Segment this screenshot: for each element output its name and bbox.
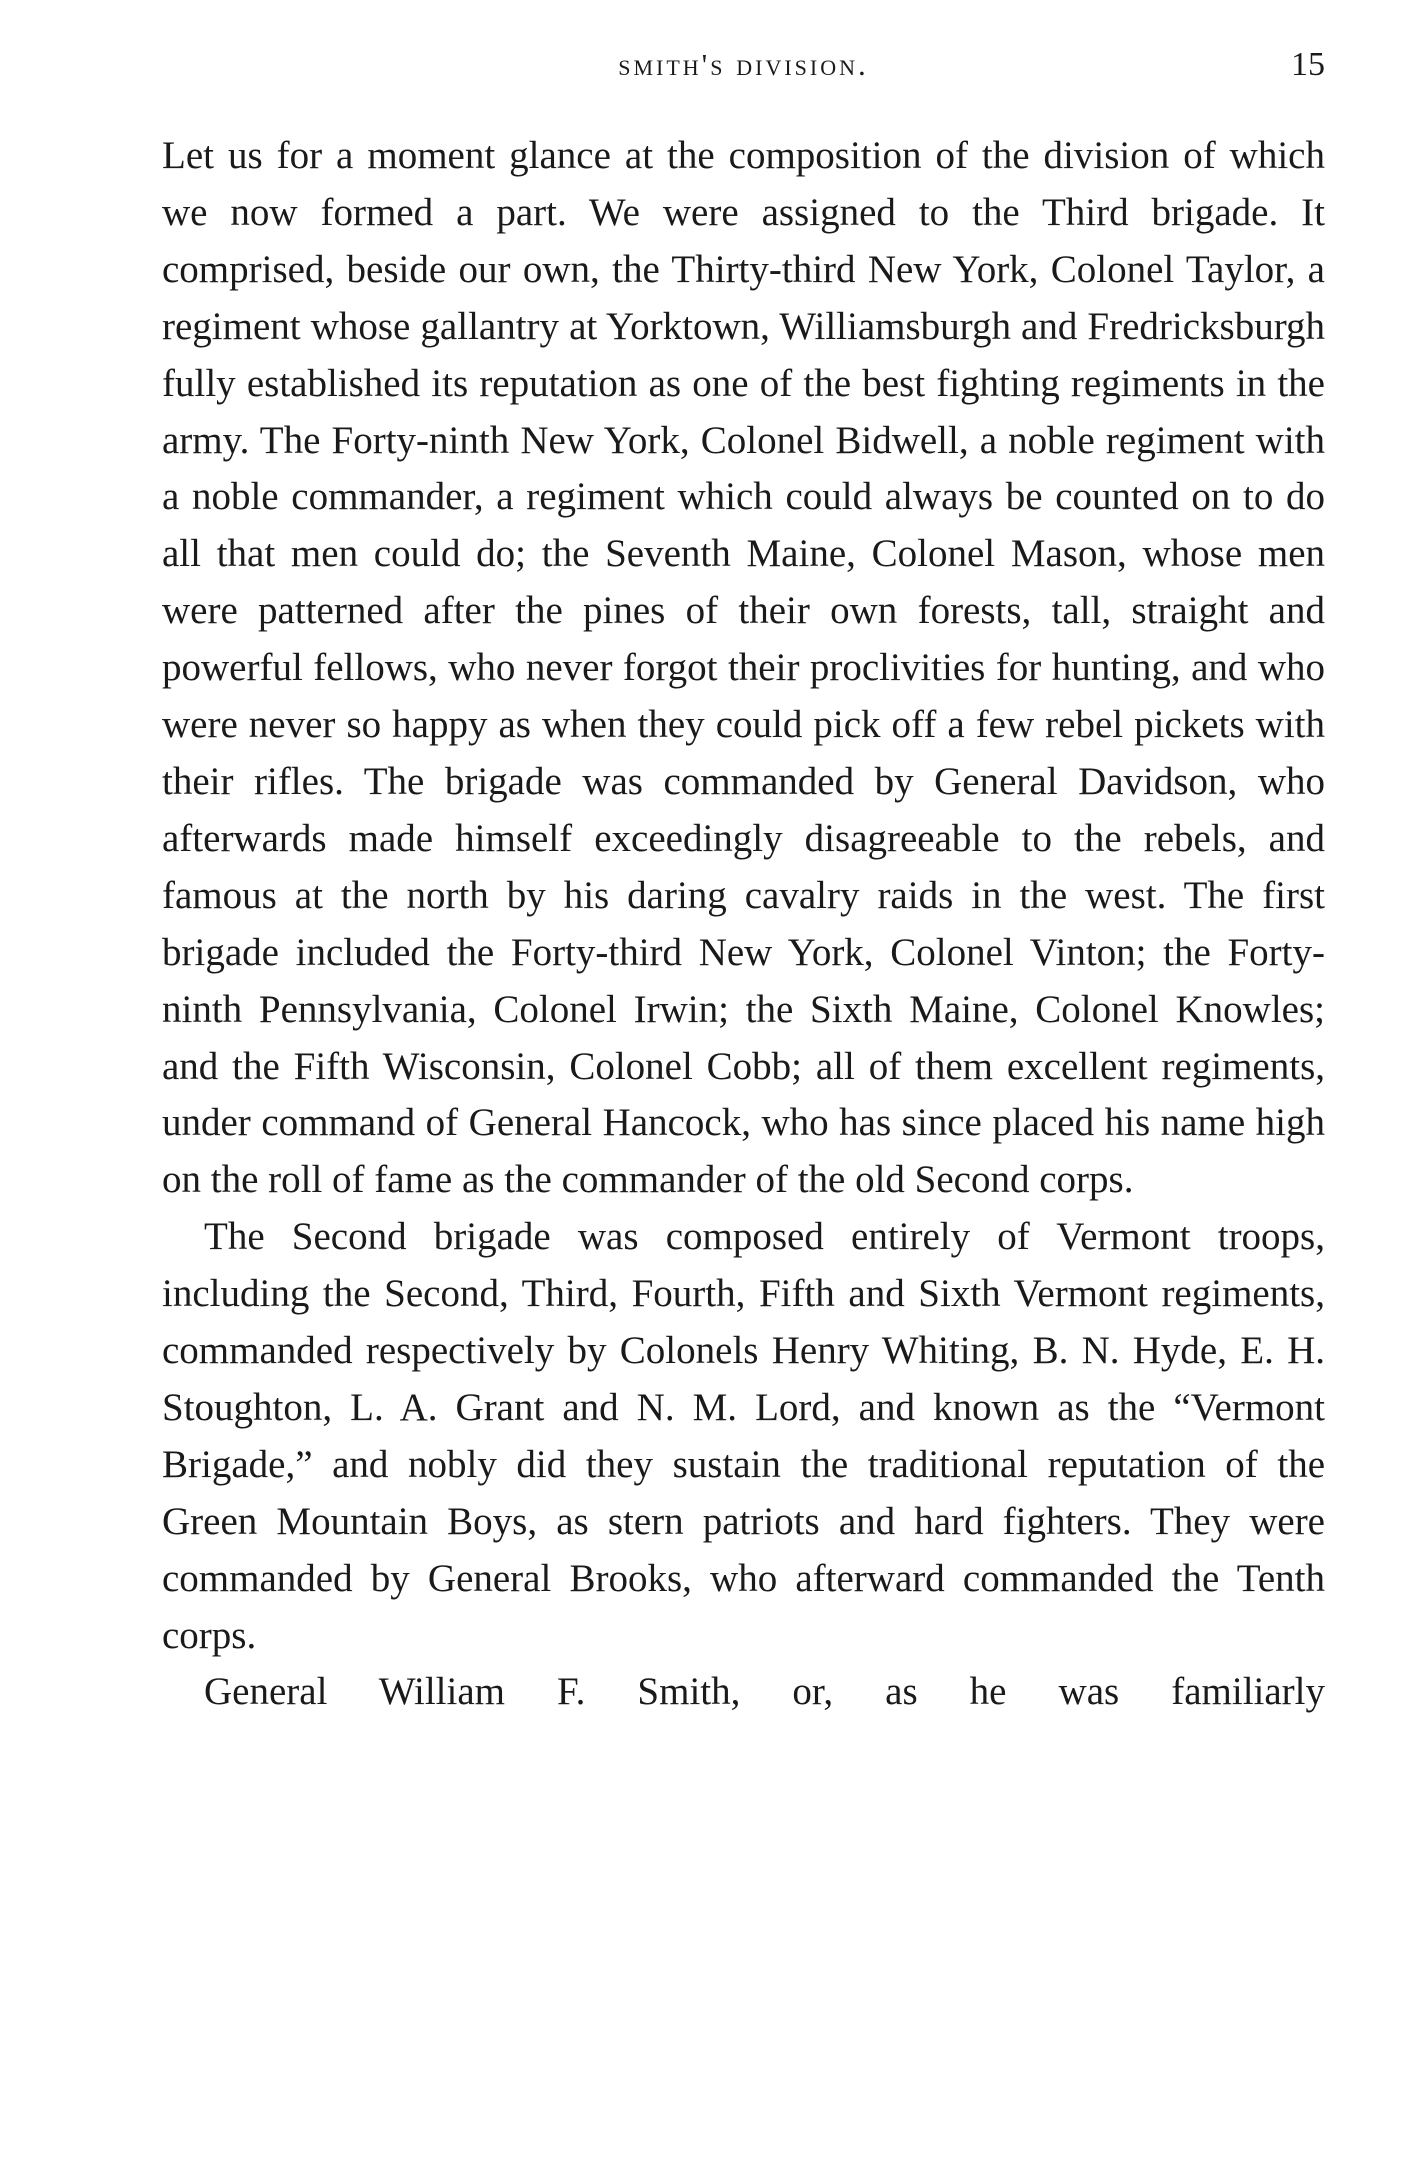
paragraph-third-brigade: Let us for a moment glance at the composition of the division of which we now formed a part. We were assigned to the Third brigade. It comprised, beside our own, the Thirty-third New York, Colonel Taylor, a regiment whose gallantry at Yorktown, Williamsburgh and Fredricksburgh fully established its reputation as one of the best fighting regiments in the army. The Forty-ninth New York, Colonel Bidwell, a noble regiment with a noble commander, a regiment which could always be counted on to do all that men could do; the Seventh Maine, Colonel Mason, whose men were patterned after the pines of their own forests, tall, straight and powerful fellows, who never forgot their proclivities for hunting, and who were never so happy as when they could pick off a few rebel pickets with their rifles. The brigade was commanded by General Davidson, who afterwards made himself exceedingly disagreeable to the rebels, and famous at the north by his daring cavalry raids in the west. The first brigade included the Forty-third New York, Colonel Vinton; the Forty-ninth Pennsylvania, Colonel Irwin; the Sixth Maine, Colonel Knowles; and the Fifth Wisconsin, Colonel Cobb; all of them excellent regiments, under command of General Hancock, who has since placed his name high on the roll of fame as the commander of the old Second corps. xyxy=(162,134,1325,1202)
paragraph-general-smith: General William F. Smith, or, as he was familiarly xyxy=(204,1670,1325,1714)
running-header xyxy=(162,40,1325,90)
page-number: 15 xyxy=(1291,46,1325,83)
paragraph-second-brigade: The Second brigade was composed entirely of Vermont troops, including the Second, Third, Fourth, Fifth and Sixth Vermont regiments, commanded respectively by Colonels Henry Whiting, B. N. Hyde, E. H. Stoughton, L. A. Grant and N. M. Lord, and known as the “Vermont Brigade,” and nobly did they sustain the traditional reputation of the Green Mountain Boys, as stern patriots and hard fighters. They were commanded by General Brooks, who afterward commanded the Tenth corps. xyxy=(162,1215,1325,1657)
body-text xyxy=(162,128,1325,1721)
running-title: smith's division. xyxy=(618,47,869,82)
